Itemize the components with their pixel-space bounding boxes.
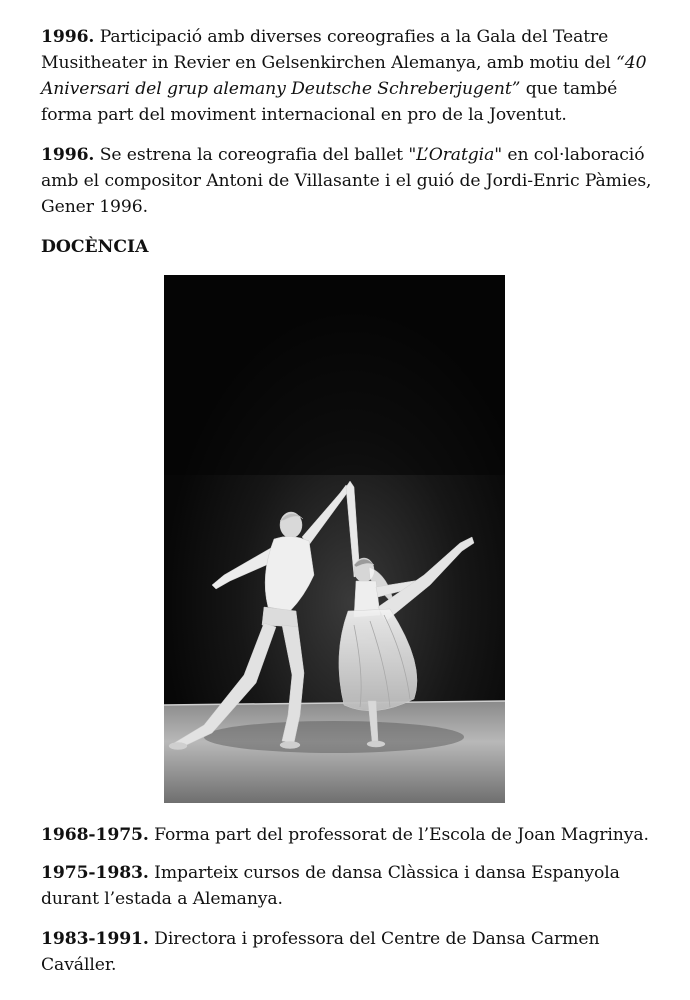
entry-1983-1991 (41, 926, 661, 978)
entry-italic-text: "L’Oratgia" (408, 145, 503, 165)
section-heading: DOCÈNCIA (41, 237, 149, 257)
entry-text: Forma part del professorat de l’Escola de Joan Magrinya. (148, 825, 649, 845)
entry-year: 1996. (41, 27, 95, 47)
entry-text: en col·laboració amb el compositor Antoni de Villasante i el guió de Jordi-Enric Pàmies, Gener 1996. (41, 145, 652, 217)
entry-1968-1975 (41, 822, 661, 848)
entry-1975-1983 (41, 860, 661, 912)
entry-text: Participació amb diverses coreografies a la Gala del Teatre Musitheater in Revier en Gelsenkirchen Alemanya, amb motiu del (41, 27, 617, 73)
entry-1996-gala (41, 24, 661, 128)
entry-text: que també forma part del moviment internacional en pro de la Joventut. (41, 79, 618, 125)
entry-text: Directora i professora del Centre de Dansa Carmen Caváller. (41, 929, 600, 975)
ballet-dancers-photo (164, 275, 505, 803)
entry-year: 1996. (41, 145, 95, 165)
entry-1996-oratgia (41, 142, 661, 220)
entry-year: 1975-1983. (41, 863, 149, 883)
entry-italic-text: “40 Aniversari del grup alemany Deutsche Schreberjugent” (41, 53, 647, 99)
entry-text: Imparteix cursos de dansa Clàssica i dansa Espanyola durant l’estada a Alemanya. (41, 863, 620, 909)
entry-year: 1968-1975. (41, 825, 149, 845)
entry-text: Se estrena la coreografia del ballet (94, 145, 409, 165)
entry-year: 1983-1991. (41, 929, 149, 949)
ballet-dancers-illustration (164, 275, 505, 803)
